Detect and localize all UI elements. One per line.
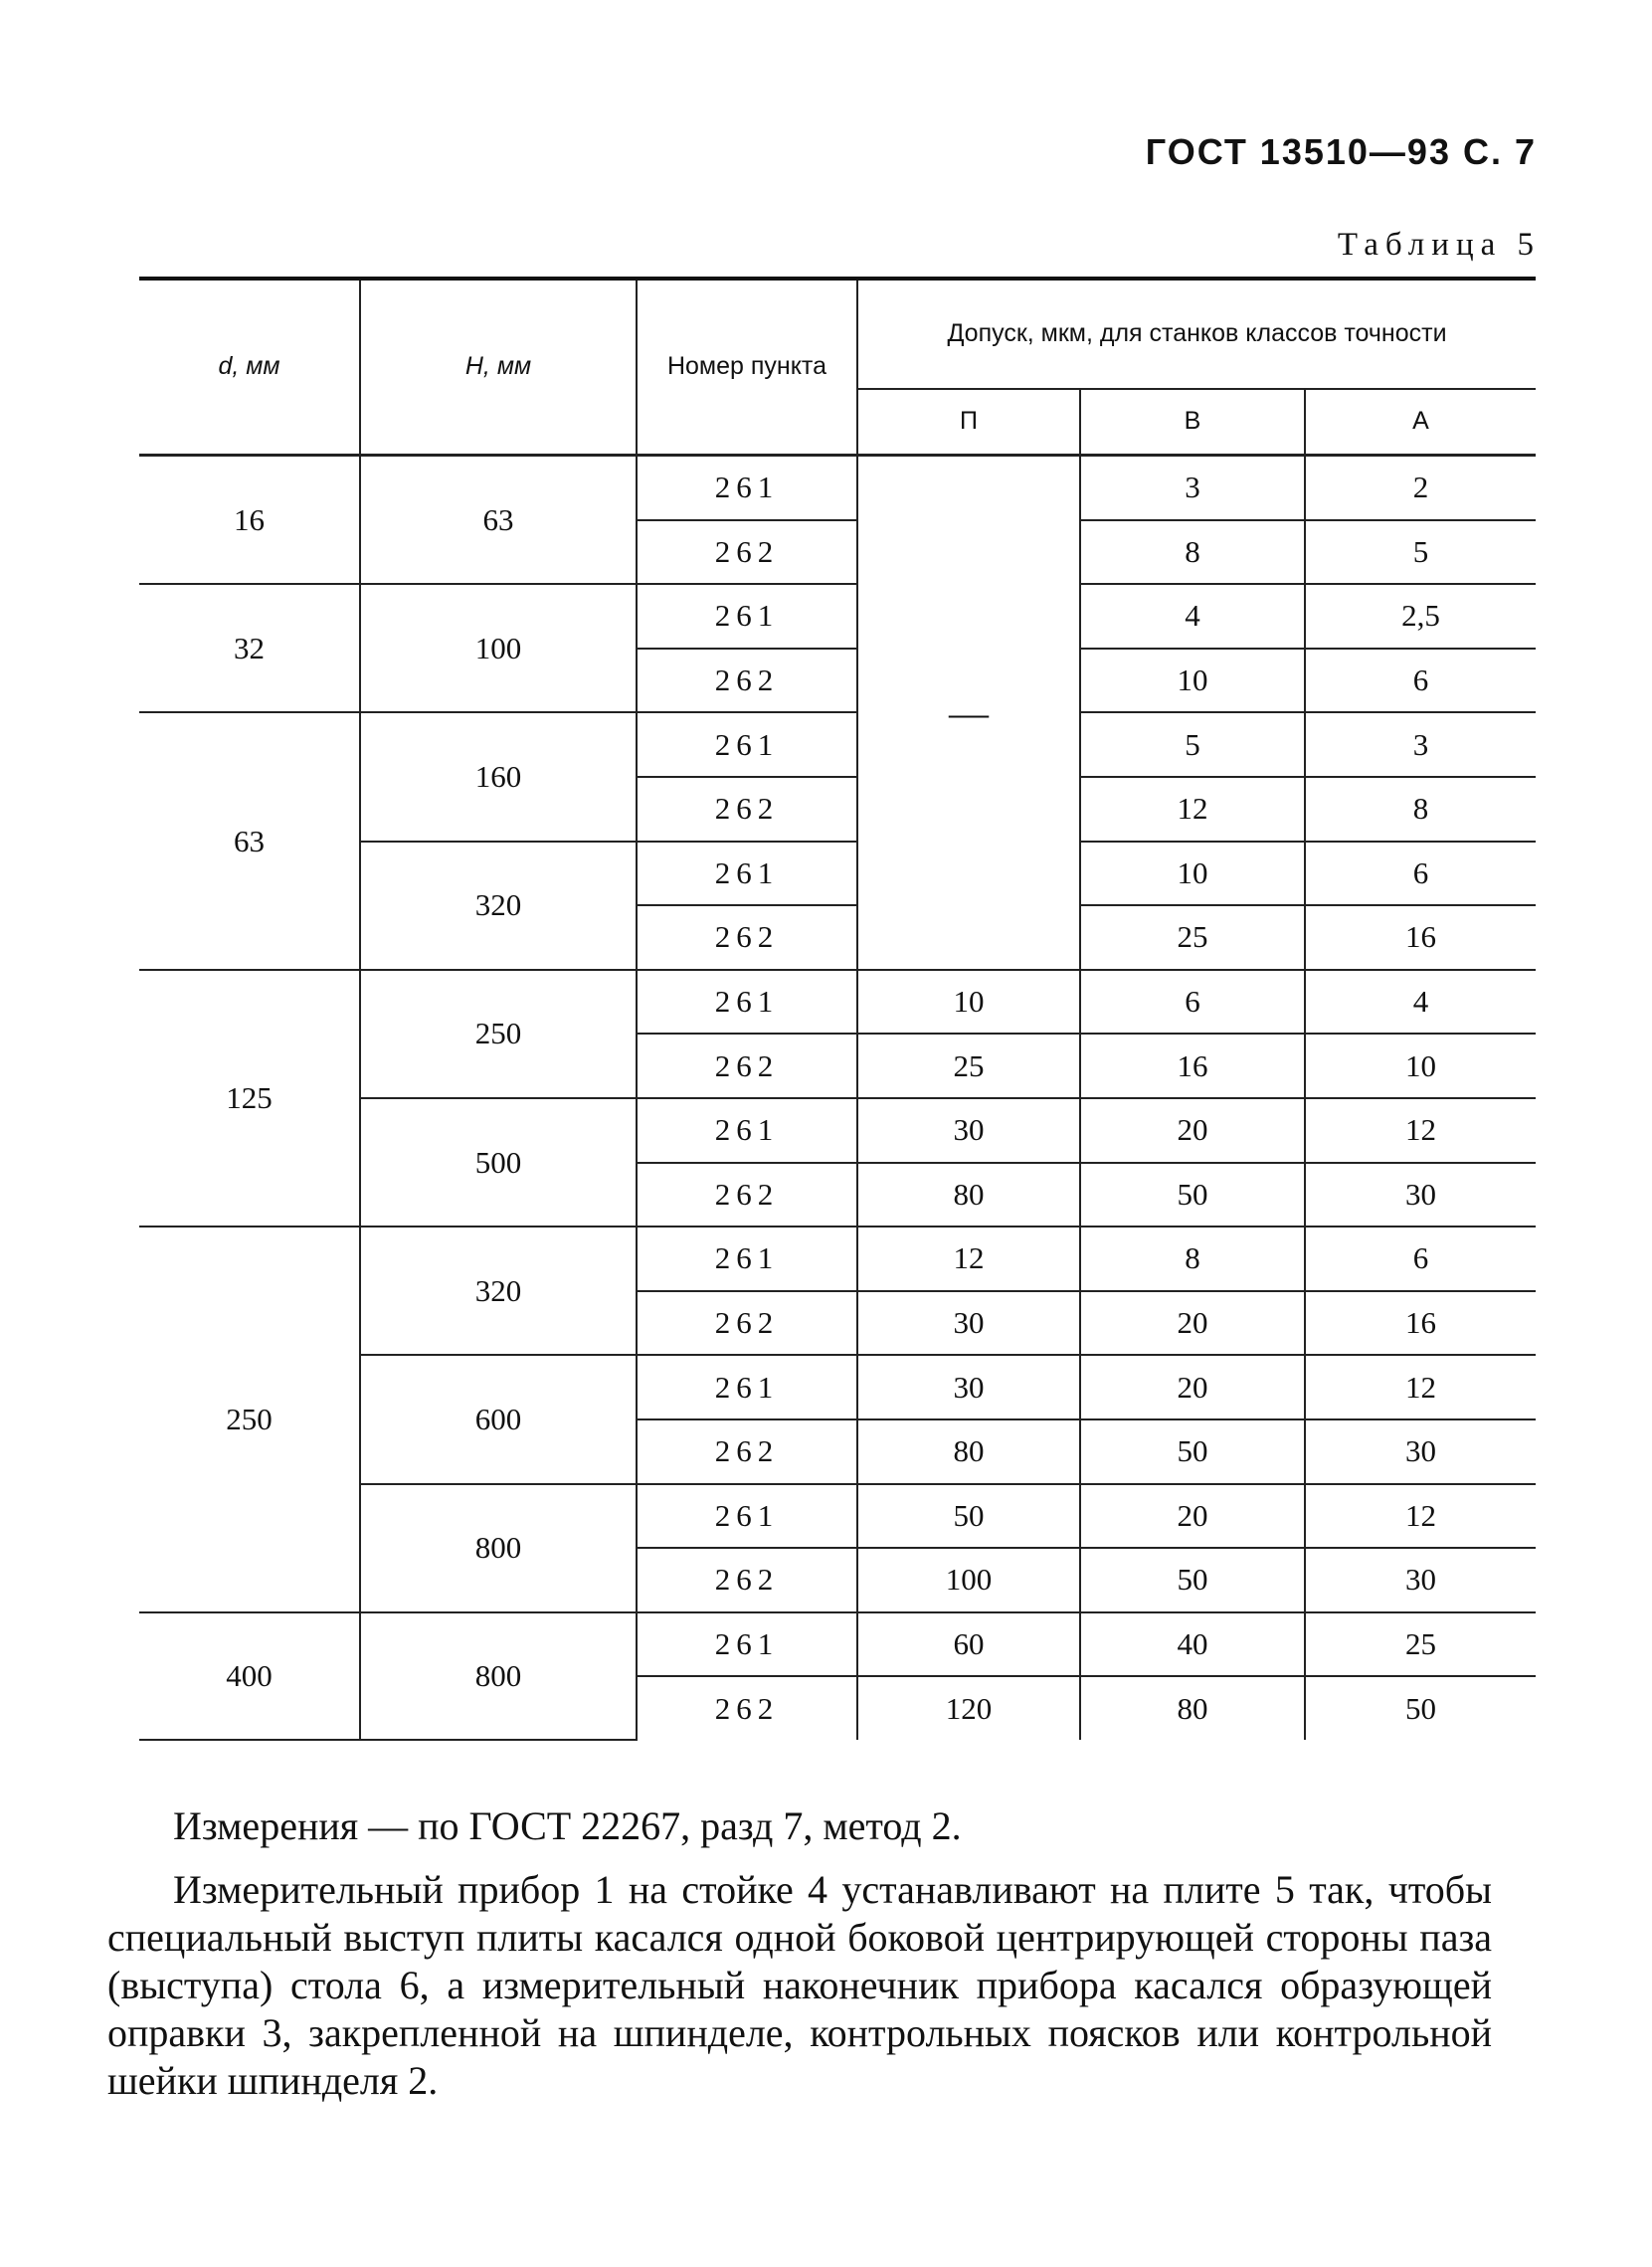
cell-a: 12 bbox=[1305, 1098, 1536, 1163]
cell-item: 261 bbox=[637, 842, 857, 906]
cell-item: 262 bbox=[637, 520, 857, 585]
tolerance-table bbox=[139, 277, 1536, 1741]
cell-v: 50 bbox=[1080, 1419, 1305, 1484]
cell-a: 30 bbox=[1305, 1548, 1536, 1612]
cell-d: 250 bbox=[139, 1227, 360, 1612]
cell-h: 800 bbox=[360, 1612, 637, 1740]
document-header: ГОСТ 13510—93 С. 7 bbox=[1145, 131, 1537, 172]
cell-v: 25 bbox=[1080, 905, 1305, 970]
cell-p: 25 bbox=[857, 1034, 1080, 1098]
table-row bbox=[139, 970, 1536, 1035]
cell-p: 12 bbox=[857, 1227, 1080, 1291]
cell-a: 12 bbox=[1305, 1355, 1536, 1419]
cell-p: 30 bbox=[857, 1355, 1080, 1419]
cell-a: 30 bbox=[1305, 1419, 1536, 1484]
cell-d: 63 bbox=[139, 712, 360, 969]
cell-v: 10 bbox=[1080, 649, 1305, 713]
cell-item: 262 bbox=[637, 649, 857, 713]
cell-item: 261 bbox=[637, 1227, 857, 1291]
col-header-class-a: А bbox=[1305, 389, 1536, 456]
cell-v: 50 bbox=[1080, 1548, 1305, 1612]
cell-v: 80 bbox=[1080, 1676, 1305, 1740]
cell-p: 60 bbox=[857, 1612, 1080, 1677]
cell-h: 500 bbox=[360, 1098, 637, 1227]
measurement-paragraph: Измерения — по ГОСТ 22267, разд 7, метод 2. bbox=[173, 1803, 962, 1848]
cell-d: 400 bbox=[139, 1612, 360, 1740]
cell-item: 262 bbox=[637, 1291, 857, 1356]
table-row bbox=[139, 1612, 1536, 1677]
cell-a: 6 bbox=[1305, 842, 1536, 906]
procedure-paragraph: Измерительный прибор 1 на стойке 4 устанавливают на плите 5 так, чтобы специальный выступ плиты касался одной боковой центрирующей стороны паза (выступа) стола 6, а измерительный наконечник прибора касался образующей оправки 3, закрепленной на шпинделе, контрольных поясков или контрольной шейки шпинделя 2. bbox=[107, 1867, 1492, 2103]
col-header-d: d, мм bbox=[139, 279, 360, 456]
cell-h: 800 bbox=[360, 1484, 637, 1612]
cell-item: 261 bbox=[637, 712, 857, 777]
cell-p: 80 bbox=[857, 1419, 1080, 1484]
body-text bbox=[107, 1802, 1492, 2105]
cell-a: 10 bbox=[1305, 1034, 1536, 1098]
cell-p: 120 bbox=[857, 1676, 1080, 1740]
cell-p: 100 bbox=[857, 1548, 1080, 1612]
cell-item: 261 bbox=[637, 970, 857, 1035]
cell-a: 2,5 bbox=[1305, 584, 1536, 649]
col-header-h: H, мм bbox=[360, 279, 637, 456]
col-header-class-v: В bbox=[1080, 389, 1305, 456]
table-row bbox=[139, 712, 1536, 777]
cell-a: 2 bbox=[1305, 456, 1536, 520]
cell-a: 16 bbox=[1305, 1291, 1536, 1356]
cell-v: 20 bbox=[1080, 1098, 1305, 1163]
cell-v: 40 bbox=[1080, 1612, 1305, 1677]
cell-item: 261 bbox=[637, 456, 857, 520]
cell-h: 100 bbox=[360, 584, 637, 712]
cell-p-dash: — bbox=[857, 456, 1080, 970]
cell-d: 16 bbox=[139, 456, 360, 585]
cell-a: 25 bbox=[1305, 1612, 1536, 1677]
cell-v: 4 bbox=[1080, 584, 1305, 649]
cell-p: 30 bbox=[857, 1291, 1080, 1356]
cell-v: 50 bbox=[1080, 1163, 1305, 1228]
cell-a: 30 bbox=[1305, 1163, 1536, 1228]
table-row bbox=[139, 584, 1536, 649]
cell-a: 6 bbox=[1305, 1227, 1536, 1291]
cell-h: 320 bbox=[360, 842, 637, 970]
cell-h: 320 bbox=[360, 1227, 637, 1355]
cell-a: 12 bbox=[1305, 1484, 1536, 1549]
cell-a: 3 bbox=[1305, 712, 1536, 777]
table-row bbox=[139, 456, 1536, 520]
cell-a: 6 bbox=[1305, 649, 1536, 713]
cell-item: 262 bbox=[637, 777, 857, 842]
cell-a: 4 bbox=[1305, 970, 1536, 1035]
cell-v: 20 bbox=[1080, 1355, 1305, 1419]
col-header-item: Номер пункта bbox=[637, 279, 857, 456]
cell-item: 262 bbox=[637, 1676, 857, 1740]
cell-p: 30 bbox=[857, 1098, 1080, 1163]
cell-p: 10 bbox=[857, 970, 1080, 1035]
cell-item: 262 bbox=[637, 1548, 857, 1612]
table-row bbox=[139, 1227, 1536, 1291]
cell-v: 8 bbox=[1080, 520, 1305, 585]
cell-v: 10 bbox=[1080, 842, 1305, 906]
cell-v: 5 bbox=[1080, 712, 1305, 777]
cell-v: 6 bbox=[1080, 970, 1305, 1035]
cell-p: 50 bbox=[857, 1484, 1080, 1549]
cell-item: 262 bbox=[637, 1034, 857, 1098]
cell-v: 20 bbox=[1080, 1484, 1305, 1549]
cell-v: 20 bbox=[1080, 1291, 1305, 1356]
col-header-class-p: П bbox=[857, 389, 1080, 456]
table-caption: Таблица 5 bbox=[1337, 227, 1541, 263]
cell-item: 261 bbox=[637, 1098, 857, 1163]
col-header-tolerance-group: Допуск, мкм, для станков классов точности bbox=[857, 279, 1536, 389]
cell-v: 8 bbox=[1080, 1227, 1305, 1291]
cell-d: 125 bbox=[139, 970, 360, 1227]
cell-d: 32 bbox=[139, 584, 360, 712]
cell-v: 12 bbox=[1080, 777, 1305, 842]
cell-h: 63 bbox=[360, 456, 637, 585]
cell-a: 16 bbox=[1305, 905, 1536, 970]
cell-a: 50 bbox=[1305, 1676, 1536, 1740]
cell-h: 160 bbox=[360, 712, 637, 841]
cell-a: 8 bbox=[1305, 777, 1536, 842]
cell-v: 3 bbox=[1080, 456, 1305, 520]
cell-item: 261 bbox=[637, 1612, 857, 1677]
cell-item: 262 bbox=[637, 1419, 857, 1484]
cell-h: 600 bbox=[360, 1355, 637, 1483]
cell-a: 5 bbox=[1305, 520, 1536, 585]
cell-item: 262 bbox=[637, 1163, 857, 1228]
cell-item: 261 bbox=[637, 1484, 857, 1549]
cell-h: 250 bbox=[360, 970, 637, 1098]
tolerance-table-container bbox=[139, 277, 1536, 1741]
cell-item: 261 bbox=[637, 584, 857, 649]
cell-p: 80 bbox=[857, 1163, 1080, 1228]
cell-item: 261 bbox=[637, 1355, 857, 1419]
cell-item: 262 bbox=[637, 905, 857, 970]
cell-v: 16 bbox=[1080, 1034, 1305, 1098]
